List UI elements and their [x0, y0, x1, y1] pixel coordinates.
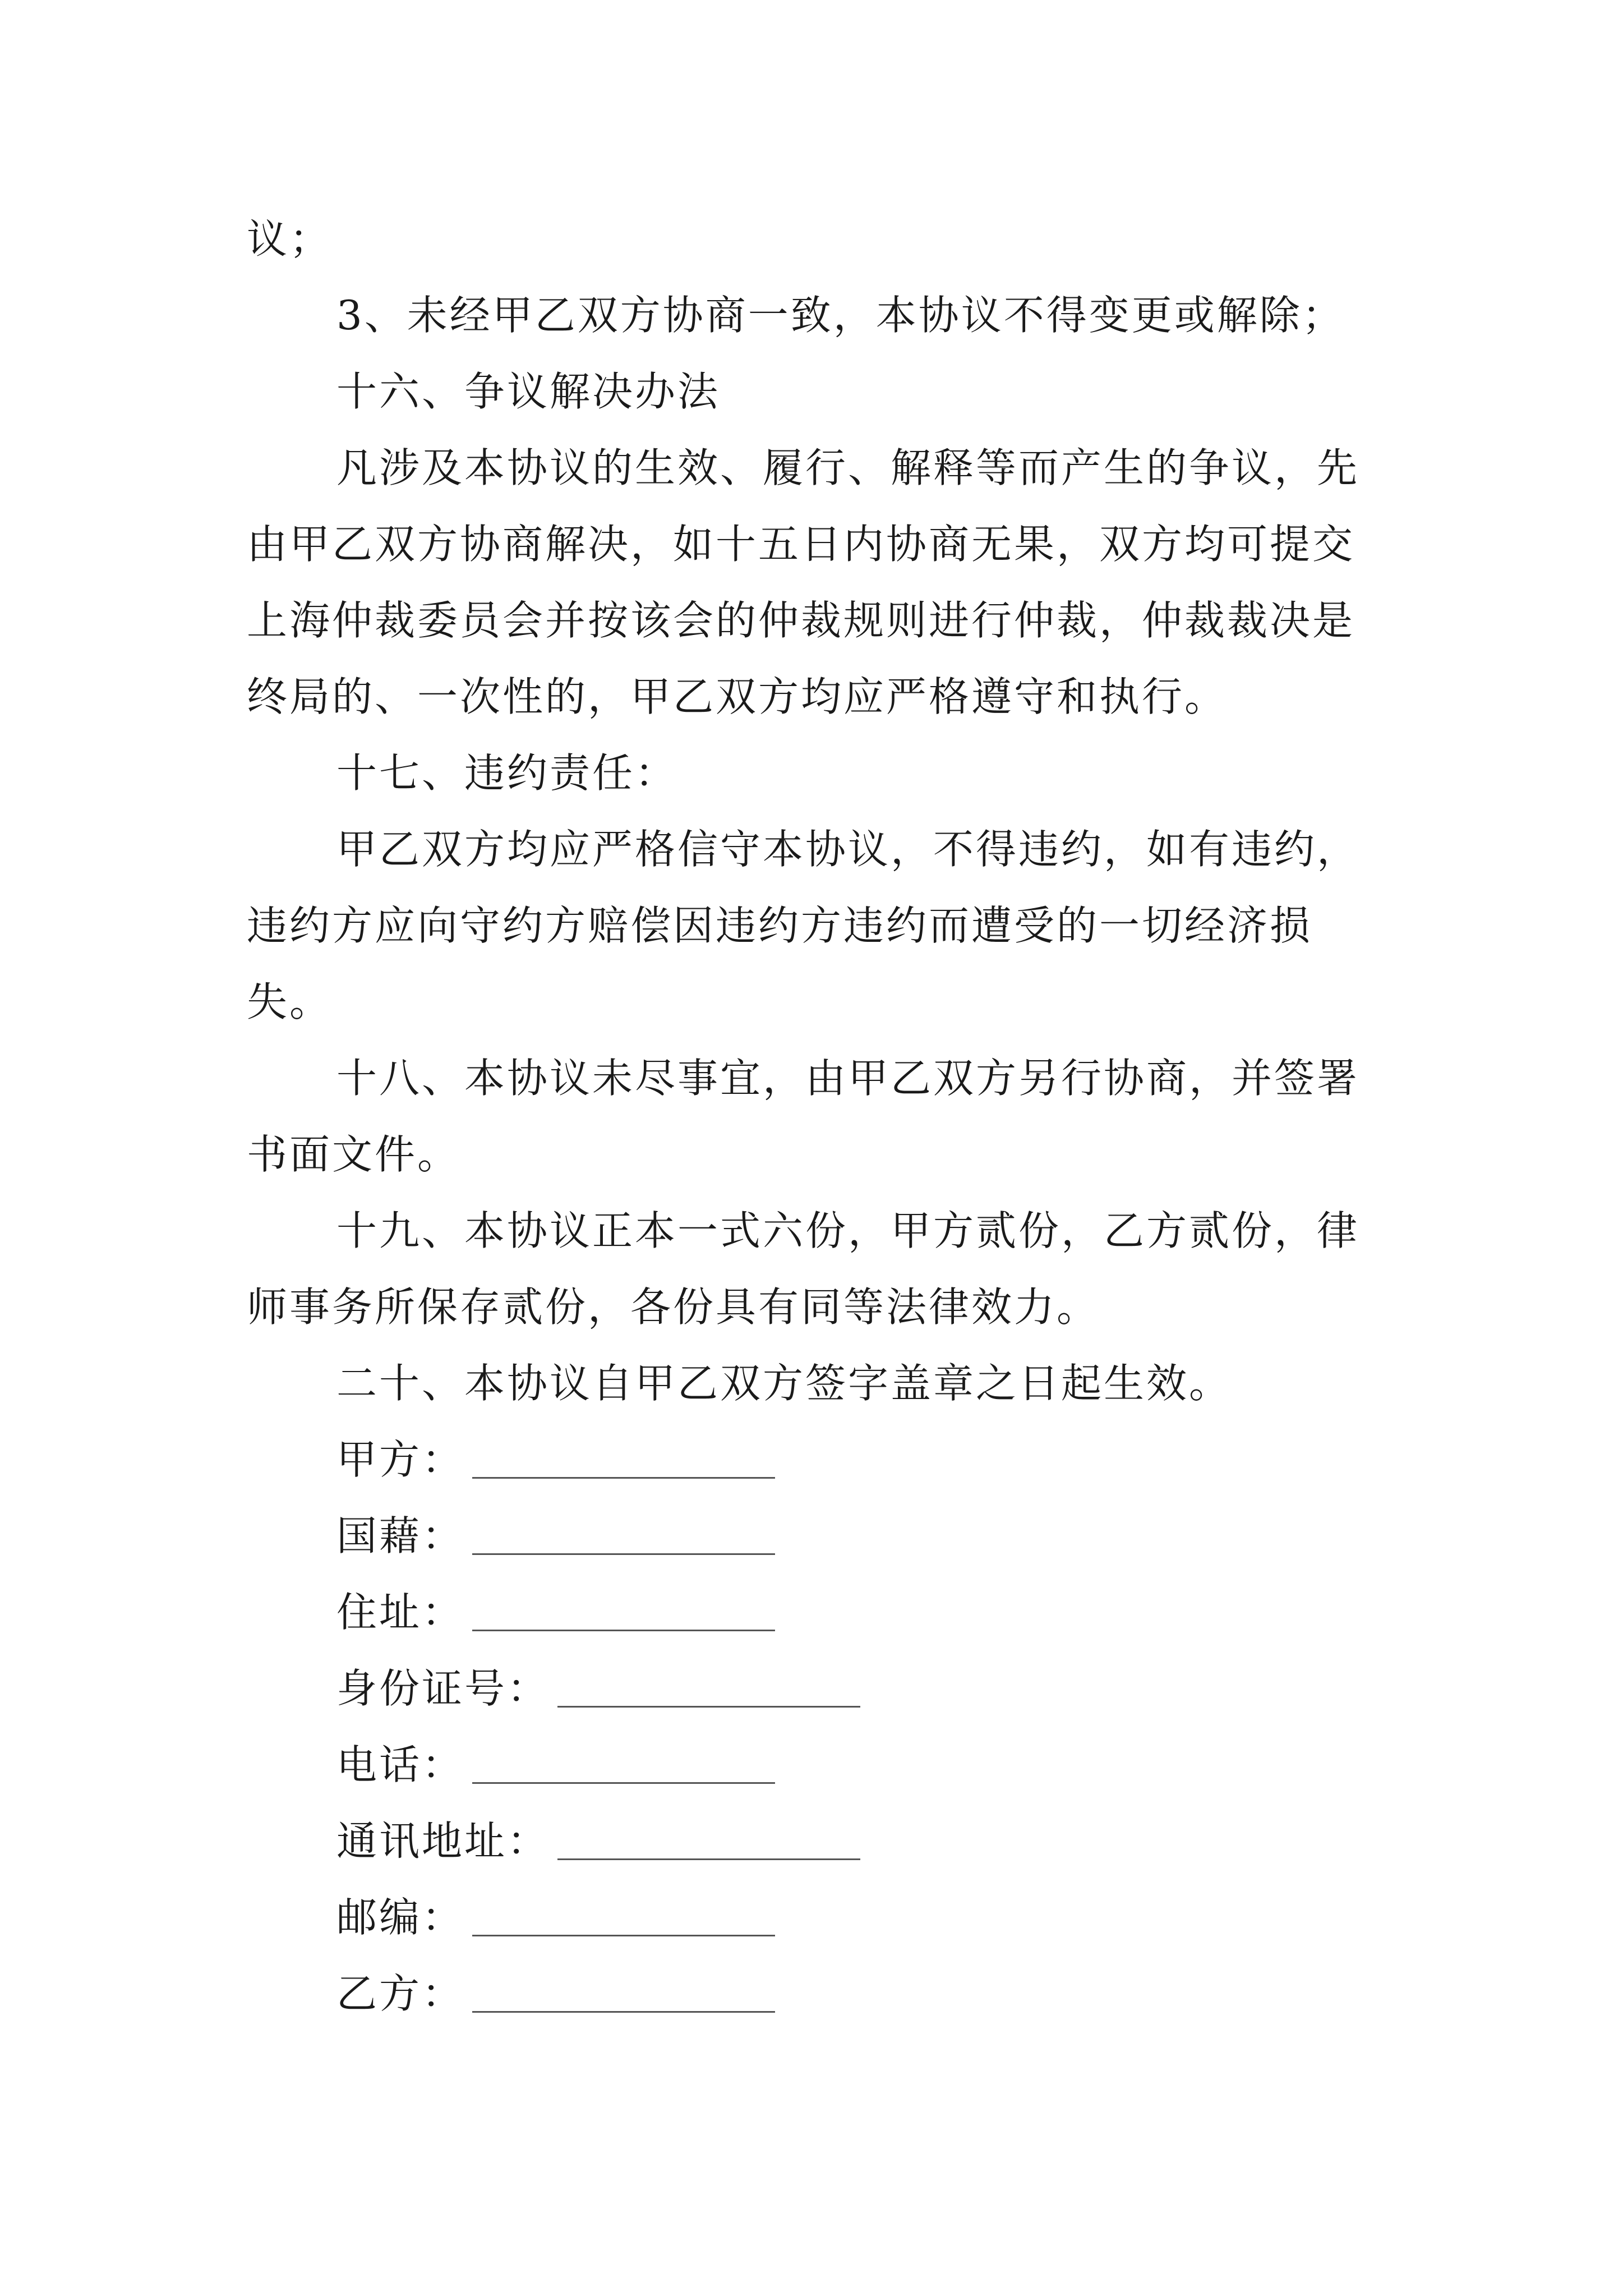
- text-line: 二十、本协议自甲乙双方签字盖章之日起生效。: [336, 1360, 1232, 1407]
- fill-in-blank[interactable]: [472, 1780, 775, 1784]
- text-line: 上海仲裁委员会并按该会的仲裁规则进行仲裁，仲裁裁决是: [247, 597, 1355, 644]
- signature-field-address: [336, 1589, 775, 1636]
- text-line: 十九、本协议正本一式六份，甲方贰份，乙方贰份，律: [336, 1207, 1360, 1254]
- text-line: 书面文件。: [247, 1131, 460, 1178]
- text-line: 师事务所保存贰份，各份具有同等法律效力。: [247, 1283, 1100, 1331]
- field-label: 甲方：: [336, 1436, 465, 1483]
- signature-field-nationality: [336, 1512, 775, 1559]
- text-line: 违约方应向守约方赔偿因违约方违约而遭受的一切经济损: [247, 902, 1313, 949]
- fill-in-blank[interactable]: [472, 1627, 775, 1631]
- fill-in-blank[interactable]: [557, 1856, 860, 1860]
- signature-field-phone: [336, 1741, 775, 1788]
- section-heading: 十六、争议解决办法: [336, 368, 721, 415]
- text-line: 凡涉及本协议的生效、履行、解释等而产生的争议，先: [336, 444, 1360, 491]
- signature-field-postcode: [336, 1894, 775, 1941]
- text-line: 议；: [247, 215, 333, 263]
- field-label: 住址：: [336, 1589, 465, 1636]
- fill-in-blank[interactable]: [472, 1932, 775, 1936]
- fill-in-blank[interactable]: [472, 2009, 775, 2013]
- field-label: 乙方：: [336, 1970, 465, 2017]
- field-label: 通讯地址：: [336, 1818, 550, 1865]
- signature-field-id-number: [336, 1665, 860, 1712]
- text-line: 终局的、一次性的，甲乙双方均应严格遵守和执行。: [247, 673, 1228, 720]
- text-line: 十八、本协议未尽事宜，由甲乙双方另行协商，并签署: [336, 1055, 1360, 1102]
- fill-in-blank[interactable]: [557, 1704, 860, 1708]
- text-line: 失。: [247, 978, 333, 1025]
- field-label: 国藉：: [336, 1512, 465, 1559]
- fill-in-blank[interactable]: [472, 1551, 775, 1555]
- text-line: 3、未经甲乙双方协商一致，本协议不得变更或解除；: [336, 292, 1345, 339]
- signature-field-mailing-address: [336, 1818, 860, 1865]
- section-heading: 十七、违约责任：: [336, 749, 678, 797]
- fill-in-blank[interactable]: [472, 1475, 775, 1479]
- field-label: 电话：: [336, 1741, 465, 1788]
- signature-field-party-a: [336, 1436, 775, 1483]
- text-line: 由甲乙双方协商解决，如十五日内协商无果，双方均可提交: [247, 521, 1355, 568]
- field-label: 身份证号：: [336, 1665, 550, 1712]
- field-label: 邮编：: [336, 1894, 465, 1941]
- text-line: 甲乙双方均应严格信守本协议，不得违约，如有违约，: [336, 826, 1360, 873]
- signature-field-party-b: [336, 1970, 775, 2017]
